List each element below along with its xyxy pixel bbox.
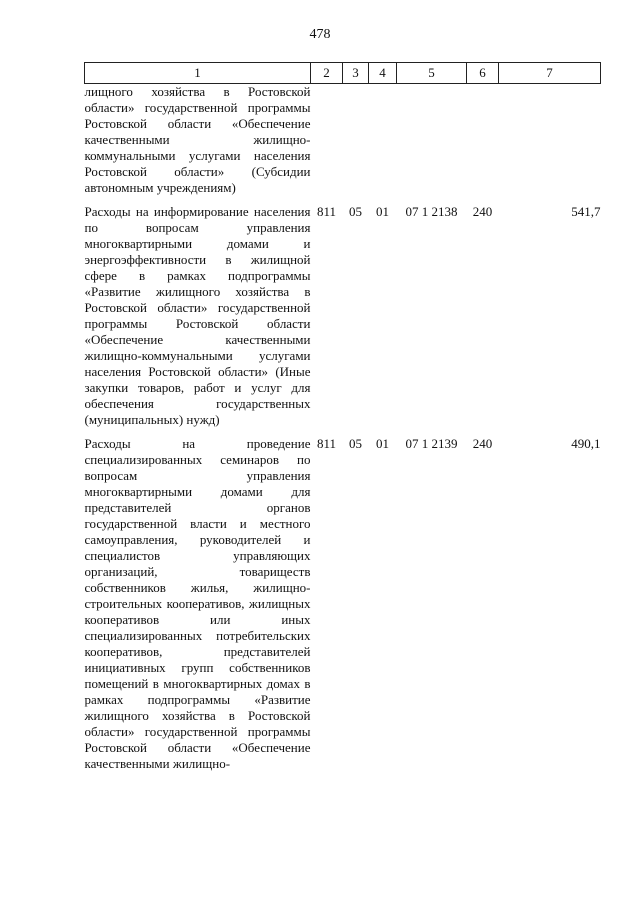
row-pr: 01 [376, 436, 389, 451]
row-vr: 240 [472, 204, 493, 219]
header-col-1: 1 [85, 63, 311, 84]
row-amount: 541,7 [571, 204, 601, 219]
row-csr: 07 1 2139 [405, 436, 458, 451]
row-description: Расходы на информирование населения по вопросам управления многоквартирными домами и энергоэффективности в жилищной сфере в рамках подпрограммы «Развитие жилищного хозяйства в Ростовской области» государственной программы Ростовской области «Обеспечение качественными жилищно-коммунальными услугами населения Ростовской области» (Иные закупки товаров, работ и услуг для обеспечения государственных (муниципальных) нужд) [84, 204, 311, 427]
row-rz: 05 [349, 204, 362, 219]
row-vr: 240 [472, 436, 493, 451]
row-vr [467, 84, 499, 205]
header-col-6: 6 [467, 63, 499, 84]
row-amount: 490,1 [571, 436, 601, 451]
row-gr [311, 84, 343, 205]
table-row [85, 84, 601, 205]
table-header-row [85, 63, 601, 84]
table-row [85, 204, 601, 436]
budget-table [84, 62, 601, 780]
header-col-7: 7 [499, 63, 601, 84]
row-pr [369, 84, 397, 205]
row-csr: 07 1 2138 [405, 204, 458, 219]
row-csr [397, 84, 467, 205]
row-gr: 811 [316, 436, 337, 451]
header-col-5: 5 [397, 63, 467, 84]
row-amount [499, 84, 601, 205]
header-col-4: 4 [369, 63, 397, 84]
row-rz [343, 84, 369, 205]
header-col-3: 3 [343, 63, 369, 84]
row-gr: 811 [316, 204, 337, 219]
page-number: 478 [309, 27, 331, 42]
row-rz: 05 [349, 436, 362, 451]
row-description: лищного хозяйства в Ростовской области» государственной программы Ростовской области «Обеспечение качественными жилищно-коммунальными услугами населения Ростовской области» (Субсидии автономным учреждениям) [84, 84, 311, 195]
row-pr: 01 [376, 204, 389, 219]
row-description: Расходы на проведение специализированных семинаров по вопросам управления многоквартирными домами для представителей органов государственной власти и местного самоуправления, руководителей и специалистов управляющих организаций, товариществ собственников жилья, жилищно-строительных кооперативов, жилищных кооперативов или иных специализированных потребительских кооперативов, представителей инициативных групп собственников помещений в многоквартирных домах в рамках подпрограммы «Развитие жилищного хозяйства в Ростовской области» государственной программы Ростовской области «Обеспечение качественными жилищно- [84, 436, 311, 771]
header-col-2: 2 [311, 63, 343, 84]
table-row [85, 436, 601, 780]
